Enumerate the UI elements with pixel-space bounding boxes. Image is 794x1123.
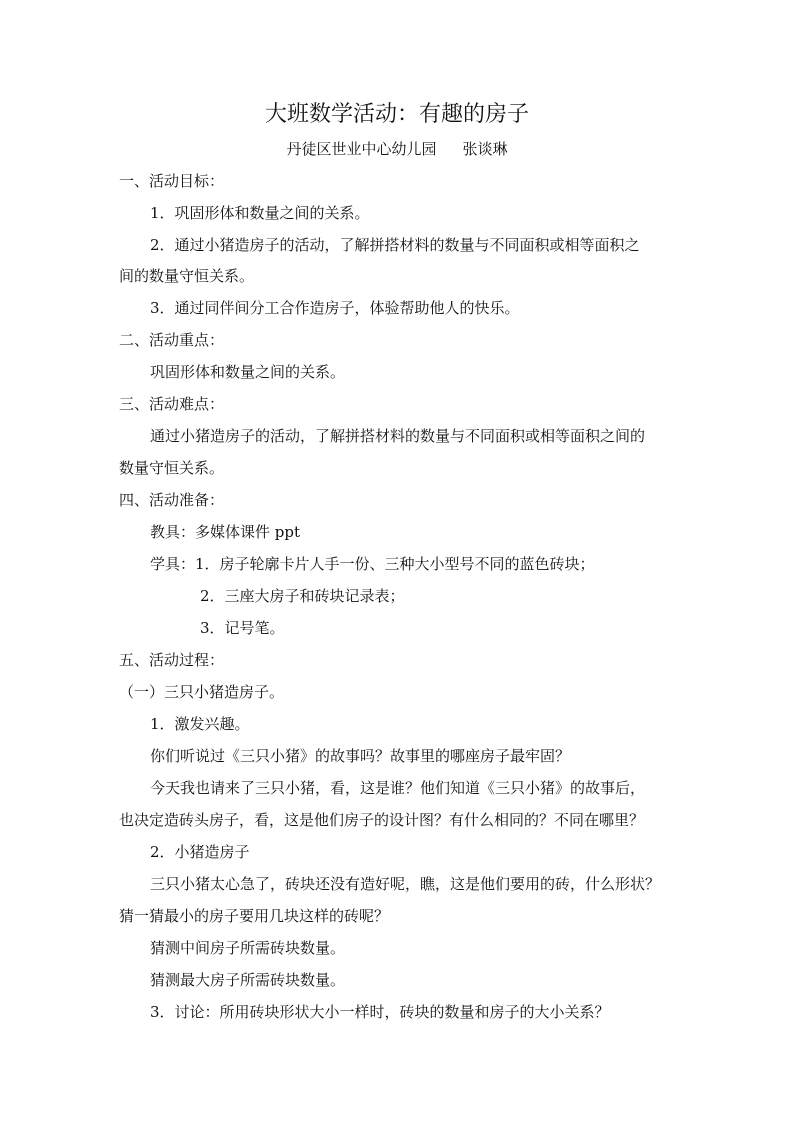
goal-item-1: 1．巩固形体和数量之间的关系。 — [150, 204, 370, 222]
student-tools-1: 学具：1．房子轮廓卡片人手一份、三种大小型号不同的蓝色砖块； — [150, 555, 595, 573]
difficulty-heading: 三、活动难点： — [119, 395, 225, 413]
school-name: 丹徒区世业中心幼儿园 — [286, 140, 437, 158]
student-tools-2: 2．三座大房子和砖块记录表； — [200, 587, 405, 605]
process-step1: 1．激发兴趣。 — [150, 715, 250, 733]
process-part1-heading: （一）三只小猪造房子。 — [119, 683, 285, 701]
process-step3: 3．讨论：所用砖块形状大小一样时，砖块的数量和房子的大小关系？ — [150, 1003, 610, 1021]
process-heading: 五、活动过程： — [119, 651, 225, 669]
process-paragraph-3-line2: 猜一猜最小的房子要用几块这样的砖呢？ — [119, 907, 390, 925]
goal-item-2: 2．通过小猪造房子的活动，了解拼搭材料的数量与不同面积或相等面积之 — [150, 236, 640, 254]
preparation-heading: 四、活动准备： — [119, 491, 225, 509]
process-paragraph-2-line2: 也决定造砖头房子，看，这是他们房子的设计图？有什么相同的？不同在哪里？ — [119, 811, 645, 829]
process-paragraph-3-line1: 三只小猪太心急了，砖块还没有造好呢，瞧，这是他们要用的砖，什么形状？ — [150, 875, 661, 893]
key-point-text: 巩固形体和数量之间的关系。 — [150, 363, 346, 381]
document-title: 大班数学活动：有趣的房子 — [264, 102, 529, 127]
goals-heading: 一、活动目标： — [119, 172, 225, 190]
document-byline — [0, 138, 794, 160]
difficulty-text-line1: 通过小猪造房子的活动，了解拼搭材料的数量与不同面积或相等面积之间的 — [150, 427, 646, 445]
process-paragraph-1: 你们听说过《三只小猪》的故事吗？故事里的哪座房子最牢固？ — [150, 747, 571, 765]
process-paragraph-5: 猜测最大房子所需砖块数量。 — [150, 971, 346, 989]
process-paragraph-2-line1: 今天我也请来了三只小猪，看，这是谁？他们知道《三只小猪》的故事后， — [150, 779, 646, 797]
difficulty-text-line2: 数量守恒关系。 — [119, 459, 225, 477]
teacher-tools: 教具：多媒体课件 ppt — [150, 523, 301, 541]
goal-item-3: 3．通过同伴间分工合作造房子，体验帮助他人的快乐。 — [150, 299, 520, 317]
author-name: 张谈琳 — [462, 140, 508, 158]
key-point-heading: 二、活动重点： — [119, 331, 225, 349]
process-step2: 2．小猪造房子 — [150, 843, 250, 861]
process-paragraph-4: 猜测中间房子所需砖块数量。 — [150, 939, 346, 957]
student-tools-3: 3．记号笔。 — [200, 619, 285, 637]
goal-item-2-continued: 间的数量守恒关系。 — [119, 267, 255, 285]
